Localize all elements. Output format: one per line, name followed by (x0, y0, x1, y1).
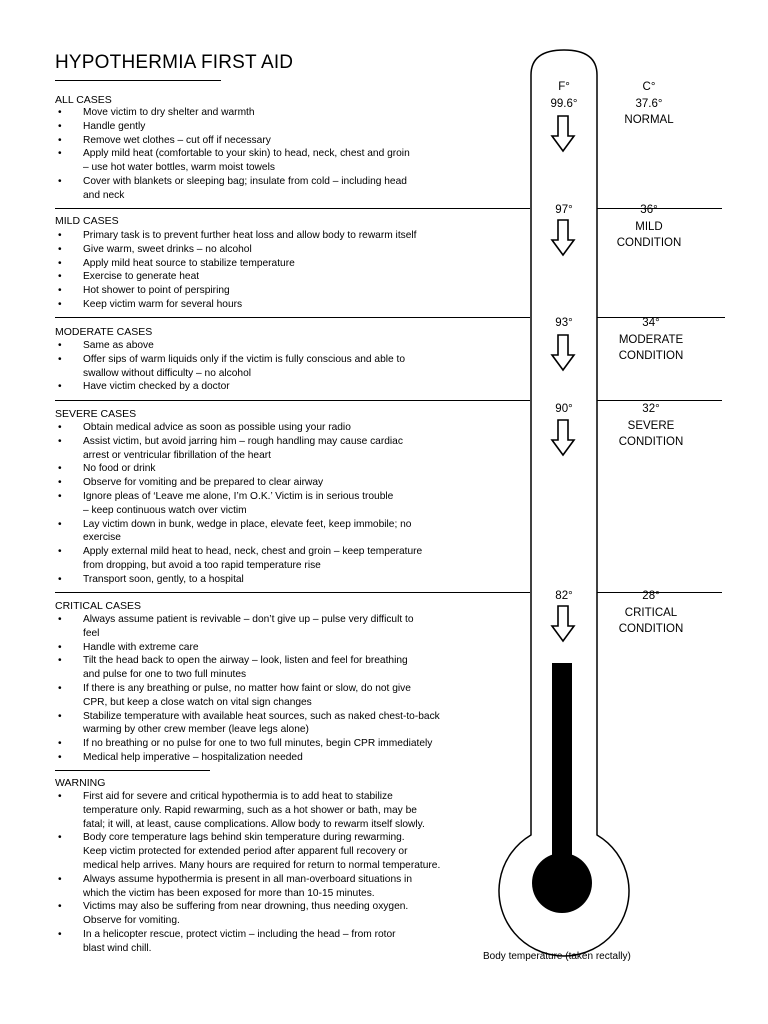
page-title: HYPOTHERMIA FIRST AID (55, 52, 294, 73)
list-item-line: • Handle gently (83, 120, 146, 132)
condition-label: CONDITION (618, 350, 684, 362)
list-item-line: • Same as above (83, 340, 154, 351)
condition-label: CONDITION (616, 237, 682, 249)
celsius-value: 28° (642, 590, 660, 602)
condition-label: SEVERE (627, 419, 675, 432)
condition-label: CRITICAL (624, 606, 678, 619)
list-item-line: • Transport soon, gently, to a hospital (83, 573, 244, 585)
list-item-line: • Apply mild heat source to stabilize temperature (83, 257, 295, 269)
celsius-header: C° (642, 81, 656, 93)
list-item-line: CPR, but keep a close watch on vital sign changes (83, 696, 312, 708)
list-item-line: swallow without difficulty – no alcohol (83, 367, 251, 379)
celsius-column (612, 79, 686, 129)
fahrenheit-value: 99.6° (550, 97, 578, 110)
list-item-line: • Move victim to dry shelter and warmth (83, 107, 255, 118)
fahrenheit-header: F° (558, 81, 570, 93)
fahrenheit-value: 97° (555, 204, 573, 216)
list-item-line: temperature only. Rapid rewarming, such as a hot shower or bath, may be (83, 804, 417, 816)
section-heading-severe-cases: SEVERE CASES (55, 408, 137, 420)
list-item-line: • Always assume patient is revivable – don’t give up – pulse very difficult to (83, 614, 414, 625)
list-item-line: and pulse for one to two full minutes (83, 669, 247, 681)
section-heading-all-cases: ALL CASES (55, 94, 112, 106)
thermometer-caption: Body temperature (taken rectally) (483, 951, 631, 962)
celsius-value: 32° (642, 403, 660, 415)
fahrenheit-value: 82° (555, 590, 573, 602)
list-item-line: arrest or ventricular fibrillation of the heart (83, 449, 271, 461)
list-item-line: • No food or drink (83, 463, 156, 475)
fahrenheit-value: 90° (555, 403, 573, 415)
list-item-line: • If there is any breathing or pulse, no matter how faint or slow, do not give (83, 682, 411, 694)
list-item-line: • Offer sips of warm liquids only if the victim is fully conscious and able to (83, 353, 405, 365)
celsius-value: 34° (642, 317, 660, 329)
list-item-line: • Lay victim down in bunk, wedge in place, elevate feet, keep immobile; no (83, 518, 412, 530)
list-item-line: • Exercise to generate heat (83, 271, 200, 283)
celsius-level-severe (612, 401, 690, 451)
list-item-line: – keep continuous watch over victim (83, 504, 247, 516)
section-heading-critical-cases: CRITICAL CASES (55, 600, 141, 612)
list-item-line: • Body core temperature lags behind skin temperature during rewarming. (83, 832, 405, 844)
list-item-line: • Give warm, sweet drinks – no alcohol (83, 243, 252, 255)
condition-label: CONDITION (618, 623, 684, 635)
list-item-line: • Hot shower to point of perspiring (83, 285, 230, 297)
list-item-line: • Medical help imperative – hospitalization needed (83, 751, 303, 763)
celsius-value: 37.6° (635, 97, 663, 110)
list-item-line: • First aid for severe and critical hypothermia is to add heat to stabilize (83, 791, 393, 802)
list-item-line: • Victims may also be suffering from near drowning, thus needing oxygen. (83, 901, 409, 913)
list-item-line: Observe for vomiting. (83, 915, 180, 927)
celsius-value: 36° (640, 204, 658, 216)
list-item-line: • Cover with blankets or sleeping bag; insulate from cold – including head (83, 175, 407, 187)
list-item-line: • Tilt the head back to open the airway – look, listen and feel for breathing (83, 655, 408, 667)
list-item-line: • Obtain medical advice as soon as possible using your radio (83, 422, 351, 433)
list-item-line: • Handle with extreme care (83, 641, 199, 653)
list-item-line: fatal; it will, at least, cause complications. Allow body to rewarm itself slowly. (83, 818, 425, 830)
list-item-line: Keep victim protected for extended period after apparent full recovery or (83, 846, 408, 858)
section-heading-moderate-cases: MODERATE CASES (55, 326, 153, 338)
list-item-line: • Assist victim, but avoid jarring him – rough handling may cause cardiac (83, 435, 403, 447)
list-item-line: • In a helicopter rescue, protect victim – including the head – from rotor (83, 928, 396, 940)
list-item-line: • If no breathing or no pulse for one to two full minutes, begin CPR immediately (83, 738, 433, 750)
condition-label: NORMAL (624, 114, 674, 126)
section-heading-warning: WARNING (55, 777, 106, 789)
list-item-line: • Ignore pleas of ‘Leave me alone, I’m O.K.’ Victim is in serious trouble (83, 490, 394, 502)
condition-label: MILD (635, 220, 663, 233)
list-item-line: • Apply mild heat (comfortable to your skin) to head, neck, chest and groin (83, 148, 410, 160)
list-item-line: • Stabilize temperature with available heat sources, such as naked chest-to-back (83, 710, 440, 722)
list-item-line: – use hot water bottles, warm moist towels (83, 162, 275, 174)
celsius-level-mild (612, 202, 686, 252)
section-heading-mild-cases: MILD CASES (55, 215, 119, 227)
list-item-line: blast wind chill. (83, 942, 152, 954)
list-item-line: • Always assume hypothermia is present in all man-overboard situations in (83, 873, 412, 885)
list-item-line: warming by other crew member (leave legs alone) (83, 724, 309, 736)
fahrenheit-column (544, 79, 584, 112)
condition-label: MODERATE (618, 333, 684, 346)
list-item-line: • Apply external mild heat to head, neck, chest and groin – keep temperature (83, 546, 423, 558)
list-item-line: which the victim has been exposed for more than 10-15 minutes. (83, 887, 375, 899)
list-item-line: • Have victim checked by a doctor (83, 381, 230, 393)
thermometer-mercury-column (552, 663, 572, 871)
thermometer-bulb (532, 853, 592, 913)
list-item-line: exercise (83, 532, 121, 544)
celsius-level-moderate (612, 315, 690, 365)
celsius-level-critical (612, 588, 690, 638)
list-item-line: • Primary task is to prevent further heat loss and allow body to rewarm itself (83, 230, 417, 241)
fahrenheit-value: 93° (555, 317, 573, 329)
condition-label: CONDITION (618, 436, 684, 448)
list-item-line: • Remove wet clothes – cut off if necessary (83, 134, 271, 146)
list-item-line: from dropping, but avoid a too rapid temperature rise (83, 559, 321, 571)
list-item-line: • Observe for vomiting and be prepared to clear airway (83, 477, 324, 489)
list-item-line: • Keep victim warm for several hours (83, 298, 243, 310)
list-item-line: medical help arrives. Many hours are required for return to normal temperature. (83, 859, 441, 871)
list-item-line: and neck (83, 189, 125, 201)
list-item-line: feel (83, 627, 100, 639)
